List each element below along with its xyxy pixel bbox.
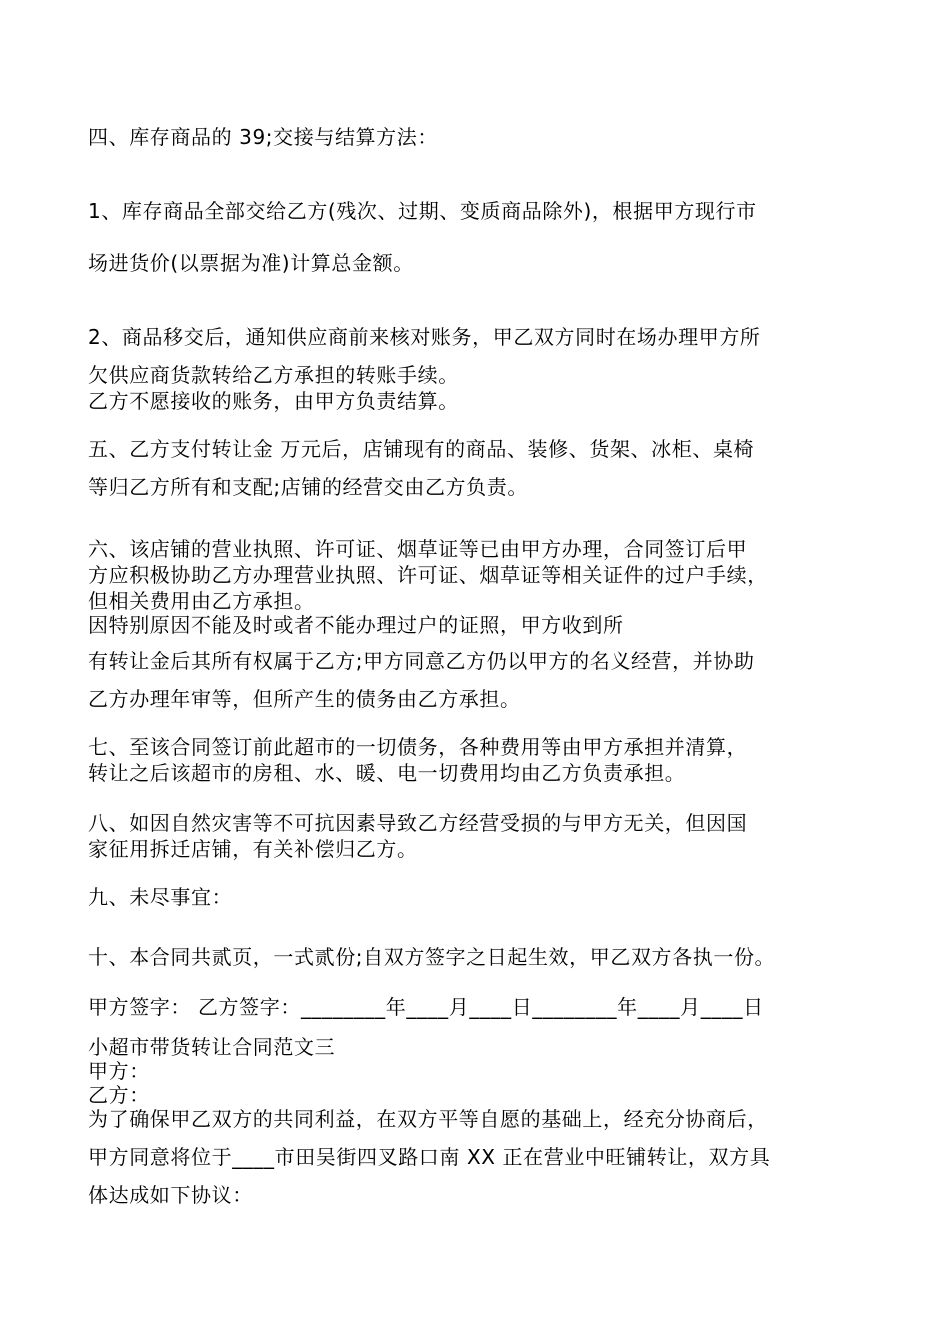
section-6-line-4: 因特别原因不能及时或者不能办理过户的证照，甲方收到所 (88, 613, 624, 637)
sample-3-title: 小超市带货转让合同范文三 (88, 1035, 336, 1059)
section-5-line-2: 等归乙方所有和支配;店铺的经营交由乙方负责。 (88, 475, 528, 499)
section-6-line-2: 方应积极协助乙方办理营业执照、许可证、烟草证等相关证件的过户手续， (88, 563, 768, 587)
section-10: 十、本合同共贰页，一式贰份;自双方签字之日起生效，甲乙双方各执一份。 (88, 945, 776, 969)
party-a-label: 甲方： (88, 1059, 150, 1083)
preamble-line-1: 为了确保甲乙双方的共同利益，在双方平等自愿的基础上，经充分协商后， (88, 1107, 768, 1131)
clause-4-2-line-3: 乙方不愿接收的账务，由甲方负责结算。 (88, 389, 459, 413)
section-4-heading: 四、库存商品的 39;交接与结算方法： (88, 125, 438, 149)
section-8-line-2: 家征用拆迁店铺，有关补偿归乙方。 (88, 837, 418, 861)
section-7-line-1: 七、至该合同签订前此超市的一切债务，各种费用等由甲方承担并清算， (88, 735, 748, 759)
section-6-line-5: 有转让金后其所有权属于乙方;甲方同意乙方仍以甲方的名义经营，并协助 (88, 649, 755, 673)
clause-4-2-line-1: 2、商品移交后，通知供应商前来核对账务，甲乙双方同时在场办理甲方所 (88, 325, 761, 349)
clause-4-1-line-1: 1、库存商品全部交给乙方(残次、过期、变质商品除外)，根据甲方现行市 (88, 199, 757, 223)
section-8-line-1: 八、如因自然灾害等不可抗因素导致乙方经营受损的与甲方无关，但因国 (88, 811, 748, 835)
party-b-label: 乙方： (88, 1083, 150, 1107)
section-6-line-3: 但相关费用由乙方承担。 (88, 589, 315, 613)
preamble-line-3: 体达成如下协议： (88, 1183, 253, 1207)
section-9: 九、未尽事宜： (88, 885, 233, 909)
clause-4-2-line-2: 欠供应商货款转给乙方承担的转账手续。 (88, 363, 459, 387)
section-6-line-6: 乙方办理年审等，但所产生的债务由乙方承担。 (88, 687, 521, 711)
signature-line: 甲方签字： 乙方签字：________年____月____日________年____月____日 (88, 995, 764, 1019)
section-5-line-1: 五、乙方支付转让金 万元后，店铺现有的商品、装修、货架、冰柜、桌椅 (88, 437, 755, 461)
section-7-line-2: 转让之后该超市的房租、水、暖、电一切费用均由乙方负责承担。 (88, 761, 686, 785)
clause-4-1-line-2: 场进货价(以票据为准)计算总金额。 (88, 251, 414, 275)
preamble-line-2: 甲方同意将位于____市田吴街四叉路口南 XX 正在营业中旺铺转让，双方具 (88, 1145, 771, 1169)
section-6-line-1: 六、该店铺的营业执照、许可证、烟草证等已由甲方办理，合同签订后甲 (88, 537, 748, 561)
